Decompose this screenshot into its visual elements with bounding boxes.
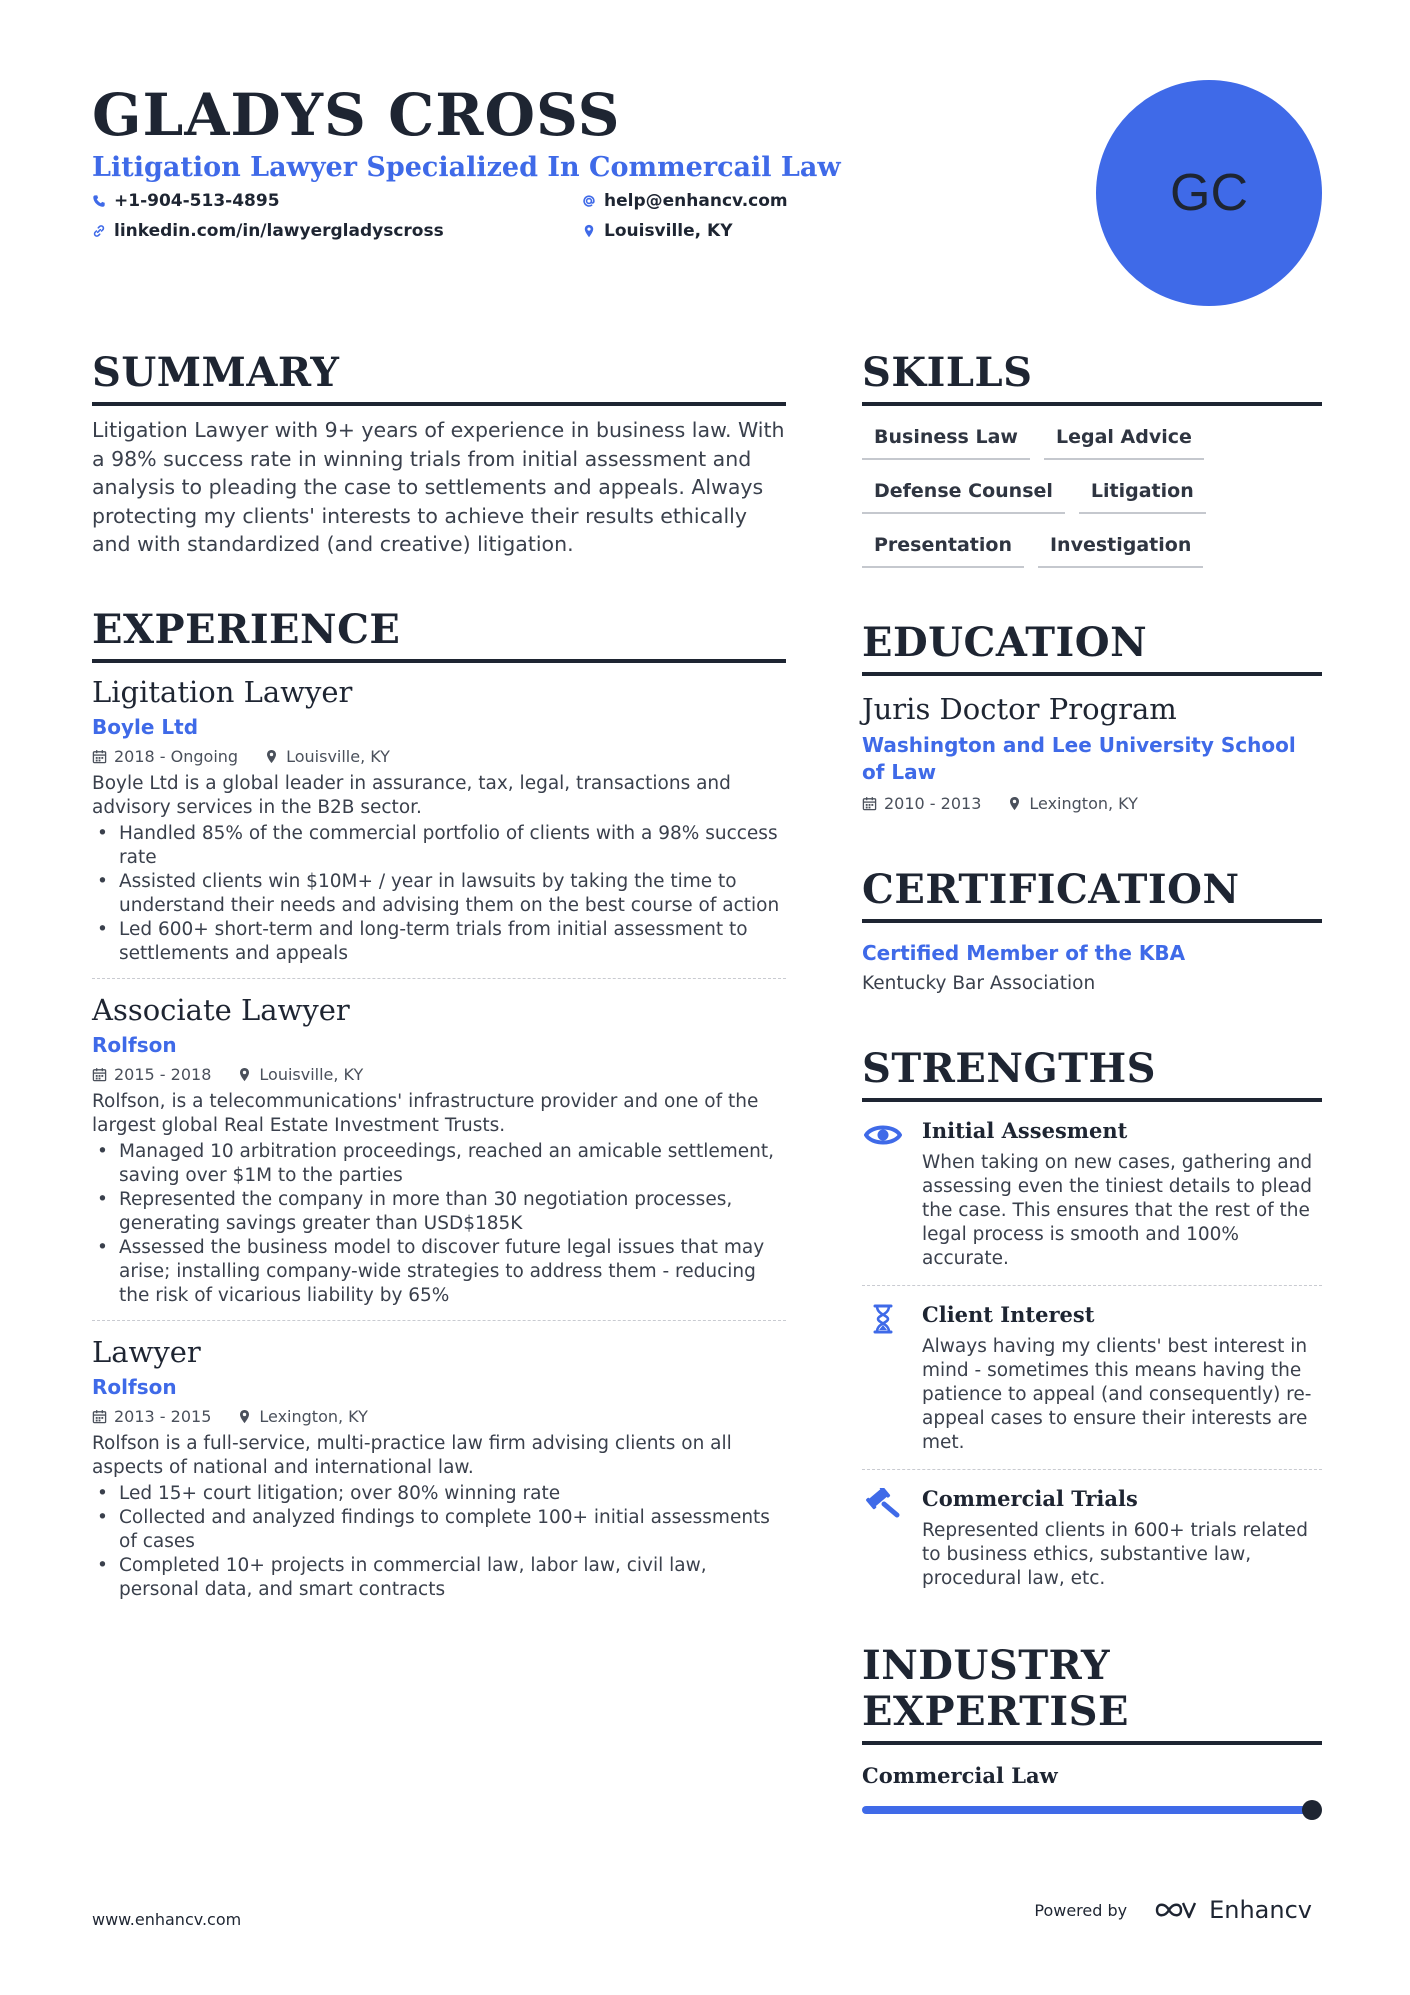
job-location: Louisville, KY: [286, 746, 390, 766]
summary-title: SUMMARY: [92, 350, 786, 406]
industry-title-line1: INDUSTRY: [862, 1642, 1111, 1689]
job-description: Rolfson, is a telecommunications' infrastructure provider and one of the largest global Real Estate Investment Trusts.: [92, 1090, 759, 1136]
certification-section: [862, 867, 1322, 994]
bullet-item: • Collected and analyzed findings to complete 100+ initial assessments of cases: [92, 1506, 786, 1554]
contact-phone: [92, 191, 582, 211]
skills-title: SKILLS: [862, 350, 1322, 406]
job-meta: [92, 1065, 786, 1084]
job-bullets: [92, 1140, 786, 1308]
school-name: Washington and Lee University School of Law: [862, 733, 1296, 784]
job-title: Associate Lawyer: [92, 992, 350, 1027]
certification-title: CERTIFICATION: [862, 867, 1322, 923]
degree-title: Juris Doctor Program: [862, 692, 1177, 726]
footer-branding: [1034, 1896, 1312, 1924]
bullet-item: • Handled 85% of the commercial portfolio of clients with a 98% success rate: [92, 822, 786, 870]
footer-site[interactable]: www.enhancv.com: [92, 1910, 242, 1929]
summary-section: [92, 350, 786, 559]
certification-org: Kentucky Bar Association: [862, 973, 1096, 994]
expertise-name: Commercial Law: [862, 1763, 1058, 1788]
expertise-level-fill: [862, 1806, 1312, 1814]
location-pin-icon: [264, 749, 279, 764]
candidate-name: GLADYS CROSS: [92, 81, 621, 149]
education-dates: 2010 - 2013: [884, 794, 982, 813]
location-text: Louisville, KY: [604, 221, 733, 241]
calendar-icon: [92, 1067, 107, 1082]
certification-name: Certified Member of the KBA: [862, 941, 1186, 965]
at-icon: [582, 194, 596, 208]
industry-title-line2: EXPERTISE: [862, 1688, 1129, 1735]
job-dates: 2018 - Ongoing: [114, 746, 239, 766]
avatar: GC: [1096, 80, 1322, 306]
strength-item: [862, 1102, 1322, 1285]
skill-tag: Legal Advice: [1044, 420, 1204, 460]
strength-title: Commercial Trials: [922, 1486, 1138, 1511]
job-location: Louisville, KY: [259, 1064, 364, 1084]
experience-item: [92, 1320, 786, 1614]
company-name: Rolfson: [92, 1032, 177, 1057]
experience-title: EXPERIENCE: [92, 607, 786, 663]
skill-tag: Defense Counsel: [862, 474, 1065, 514]
linkedin-text[interactable]: linkedin.com/in/lawyergladyscross: [114, 221, 444, 241]
left-column: [92, 350, 786, 1614]
gavel-icon: [864, 1488, 902, 1518]
calendar-icon: [92, 1409, 107, 1424]
contact-email: [582, 191, 982, 211]
summary-text: Litigation Lawyer with 9+ years of experience in business law. With a 98% success rate in winning trials from initial assessment and analysis to pleading the case to settlements and appeals. Always protecting my clients' interests to achieve their results ethically and with standardized (and creative) litigation.: [92, 418, 785, 556]
email-text[interactable]: help@enhancv.com: [604, 191, 788, 211]
strength-text: Represented clients in 600+ trials related to business ethics, substantive law, procedural law, etc.: [922, 1520, 1308, 1589]
enhancv-logo-icon: [1153, 1897, 1199, 1923]
experience-item: [92, 978, 786, 1320]
bullet-item: • Represented the company in more than 30 negotiation processes, generating savings greater than USD$185K: [92, 1188, 786, 1236]
location-pin-icon: [582, 224, 596, 238]
contact-location: [582, 221, 982, 241]
brand-logo[interactable]: [1153, 1896, 1312, 1924]
contact-linkedin: [92, 221, 582, 241]
company-name: Boyle Ltd: [92, 714, 199, 739]
hourglass-icon: [864, 1304, 902, 1334]
right-column: [862, 350, 1322, 1814]
strength-item: [862, 1469, 1322, 1605]
candidate-tagline: Litigation Lawyer Specialized In Commercail Law: [92, 152, 841, 183]
expertise-level-knob: [1302, 1800, 1322, 1820]
phone-icon: [92, 194, 106, 208]
job-bullets: [92, 822, 786, 966]
experience-section: [92, 607, 786, 1614]
location-pin-icon: [237, 1409, 252, 1424]
skill-tag: Presentation: [862, 528, 1024, 568]
job-dates: 2013 - 2015: [114, 1406, 212, 1426]
skills-list: [862, 420, 1322, 568]
calendar-icon: [92, 749, 107, 764]
phone-text[interactable]: +1-904-513-4895: [114, 191, 280, 211]
job-location: Lexington, KY: [259, 1406, 368, 1426]
industry-expertise-section: [862, 1643, 1322, 1814]
strength-item: [862, 1285, 1322, 1469]
strength-title: Initial Assesment: [922, 1118, 1128, 1143]
strength-title: Client Interest: [922, 1302, 1095, 1327]
education-location: Lexington, KY: [1029, 794, 1138, 813]
bullet-item: • Led 600+ short-term and long-term trials from initial assessment to settlements and appeals: [92, 918, 786, 966]
skill-tag: Investigation: [1038, 528, 1203, 568]
experience-item: [92, 673, 786, 978]
link-icon: [92, 224, 106, 238]
bullet-item: • Assessed the business model to discover future legal issues that may arise; installing company-wide strategies to address them - reducing the risk of vicarious liability by 65%: [92, 1236, 786, 1308]
job-title: Lawyer: [92, 1334, 201, 1369]
job-meta: [92, 747, 786, 766]
resume-header: [92, 80, 992, 241]
strengths-section: [862, 1046, 1322, 1605]
bullet-item: • Assisted clients win $10M+ / year in lawsuits by taking the time to understand their needs and advising them on the best course of action: [92, 870, 786, 918]
company-name: Rolfson: [92, 1374, 177, 1399]
strength-text: Always having my clients' best interest in mind - sometimes this means having the patience to appeal (and consequently) re-appeal cases to ensure their interests are met.: [922, 1336, 1312, 1453]
education-meta: [862, 794, 1322, 813]
job-description: Boyle Ltd is a global leader in assurance, tax, legal, transactions and advisory services in the B2B sector.: [92, 772, 731, 818]
skills-section: [862, 350, 1322, 568]
strength-text: When taking on new cases, gathering and assessing even the tiniest details to plead the case. This ensures that the rest of the legal process is smooth and 100% accurate.: [922, 1152, 1313, 1269]
powered-by-text: Powered by: [1034, 1900, 1128, 1920]
skill-tag: Litigation: [1079, 474, 1206, 514]
brand-name: Enhancv: [1209, 1896, 1312, 1924]
job-bullets: [92, 1482, 786, 1602]
bullet-item: • Completed 10+ projects in commercial law, labor law, civil law, personal data, and smart contracts: [92, 1554, 786, 1602]
job-title: Ligitation Lawyer: [92, 674, 353, 709]
contact-info: [92, 191, 992, 241]
strengths-title: STRENGTHS: [862, 1046, 1322, 1102]
bullet-item: • Managed 10 arbitration proceedings, reached an amicable settlement, saving over $1M to the parties: [92, 1140, 786, 1188]
education-title: EDUCATION: [862, 620, 1322, 676]
skill-tag: Business Law: [862, 420, 1030, 460]
location-pin-icon: [1007, 796, 1022, 811]
industry-expertise-title: [862, 1643, 1322, 1745]
job-dates: 2015 - 2018: [114, 1064, 212, 1084]
location-pin-icon: [237, 1067, 252, 1082]
expertise-level-bar: [862, 1806, 1322, 1814]
job-description: Rolfson is a full-service, multi-practice law firm advising clients on all aspects of national and international law.: [92, 1432, 732, 1478]
education-section: [862, 620, 1322, 813]
bullet-item: • Led 15+ court litigation; over 80% winning rate: [92, 1482, 786, 1506]
eye-icon: [864, 1120, 902, 1150]
calendar-icon: [862, 796, 877, 811]
job-meta: [92, 1407, 786, 1426]
